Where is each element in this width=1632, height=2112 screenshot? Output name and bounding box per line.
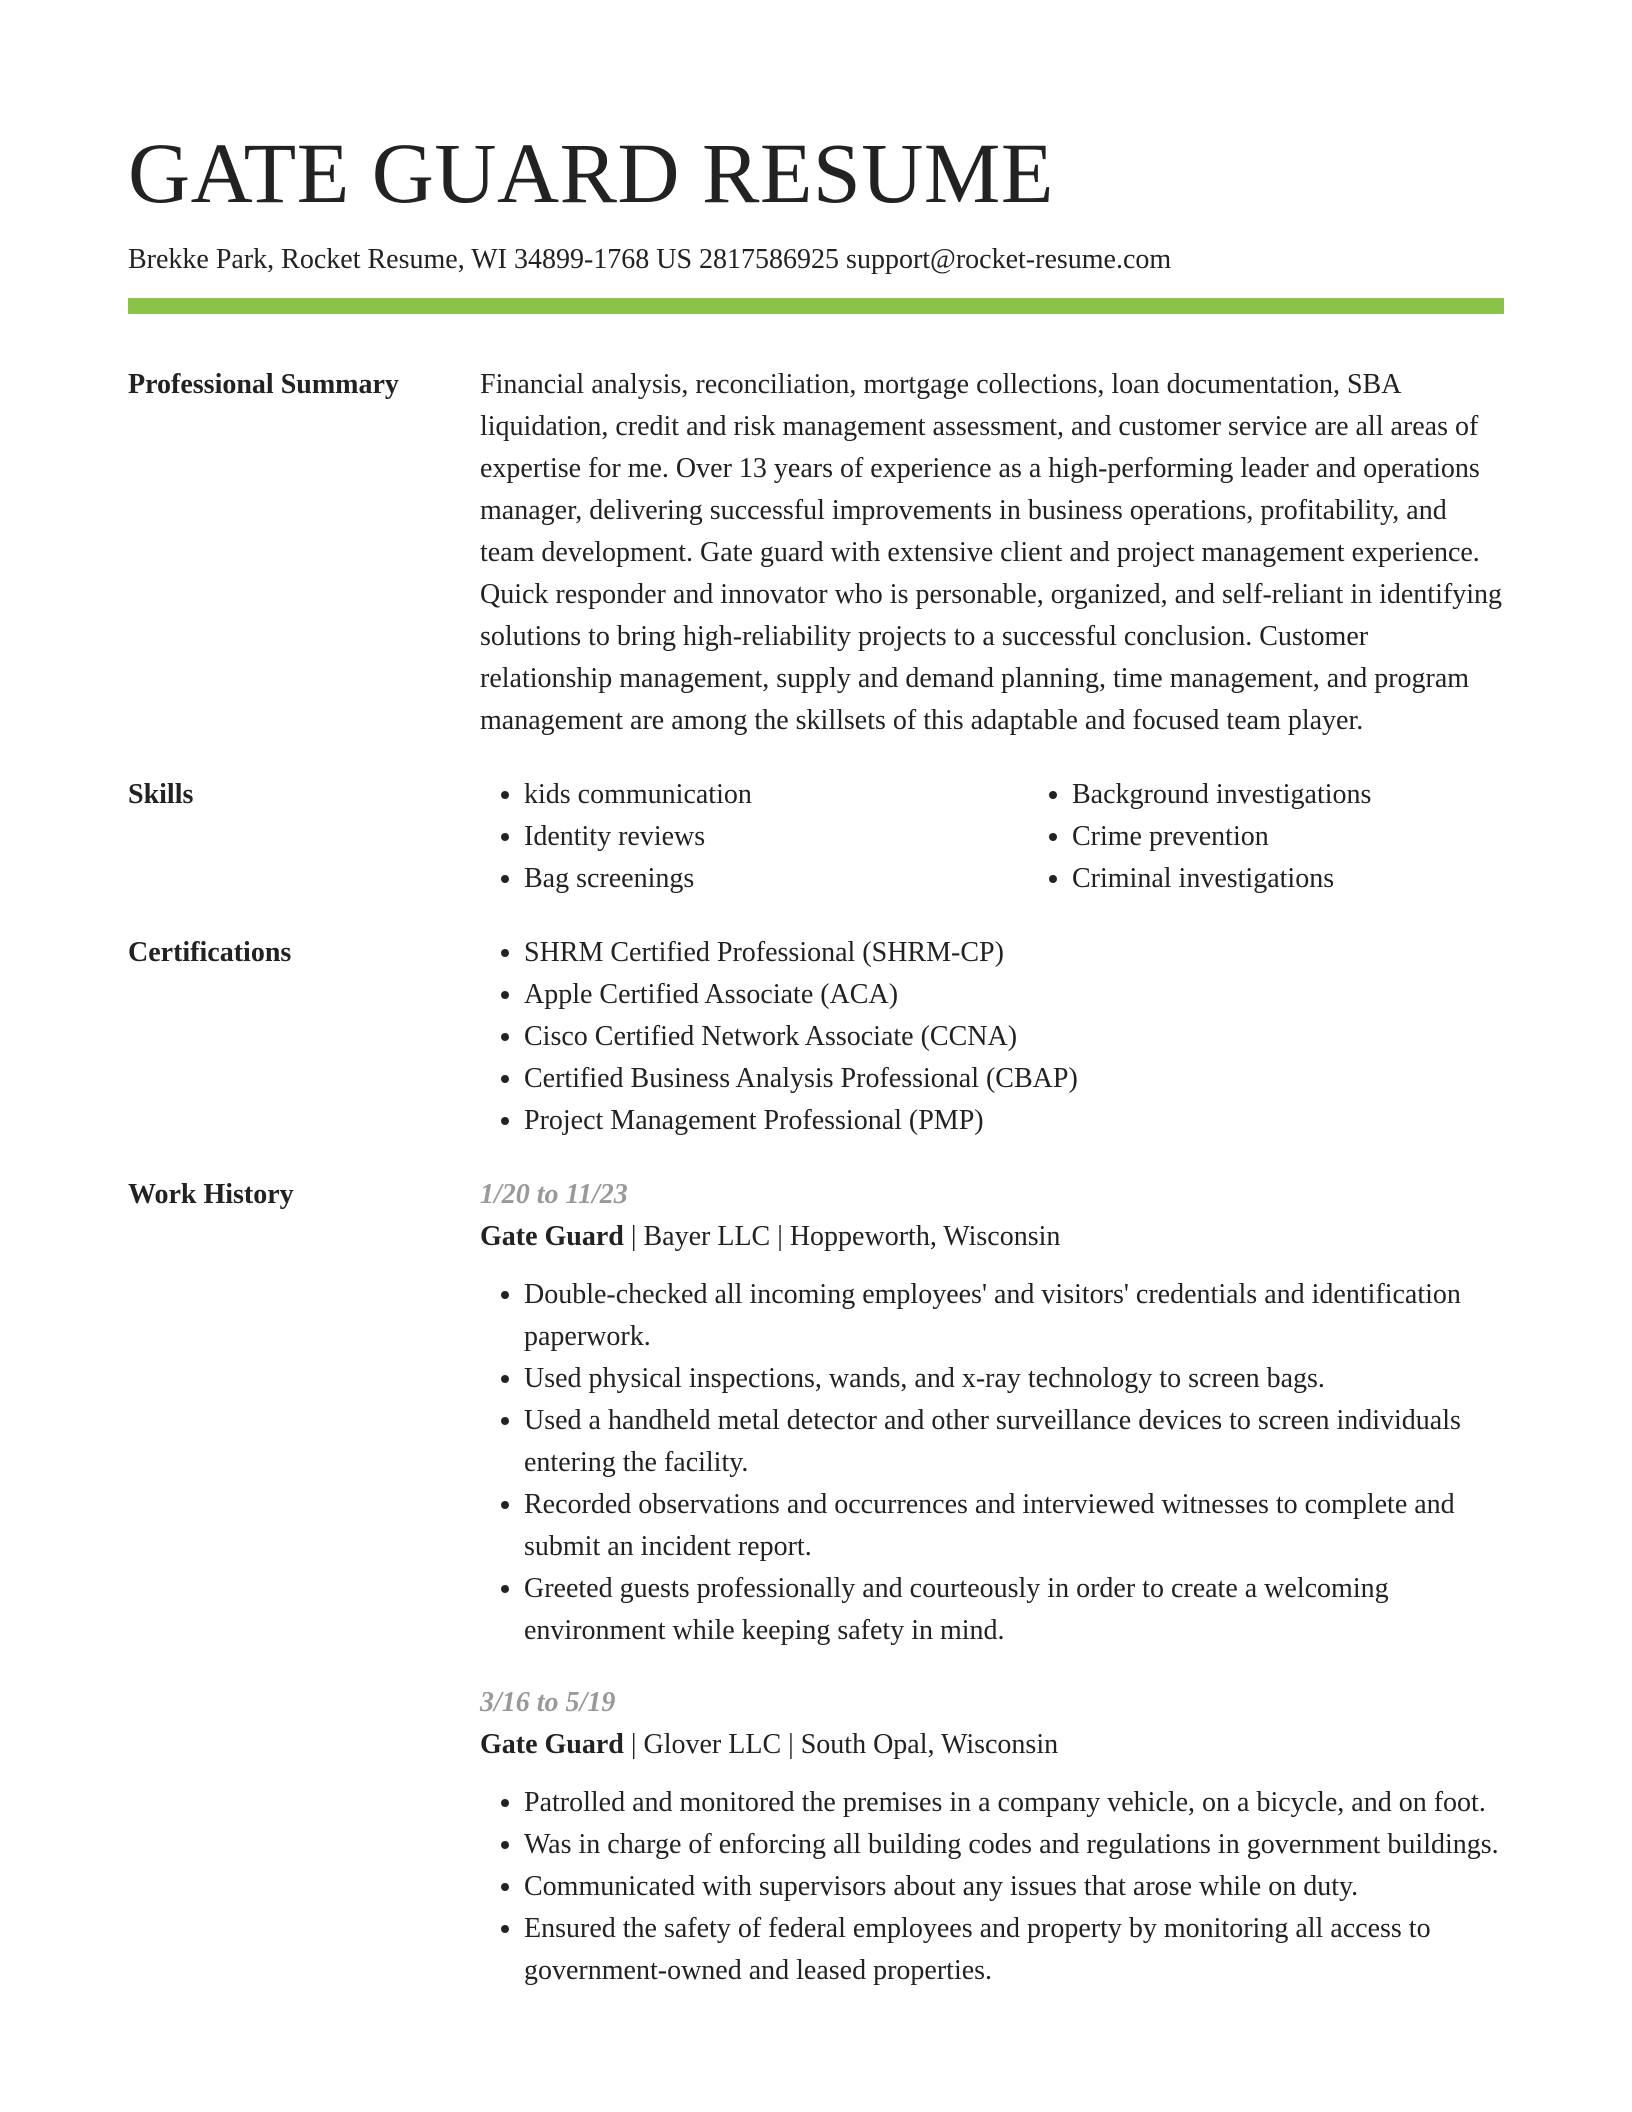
resume-title: GATE GUARD RESUME bbox=[128, 125, 1054, 221]
job-details: | Glover LLC | South Opal, Wisconsin bbox=[623, 1729, 1059, 1760]
section-label-certifications: Certifications bbox=[128, 937, 292, 968]
certification-item: • Project Management Professional (PMP) bbox=[524, 1100, 1504, 1142]
job-bullet: • Used physical inspections, wands, and x-ray technology to screen bags. bbox=[524, 1358, 1504, 1400]
job-bullet: • Communicated with supervisors about any issues that arose while on duty. bbox=[524, 1866, 1504, 1908]
job-bullets bbox=[480, 1274, 1504, 1652]
skills-section bbox=[128, 774, 1504, 900]
skill-item: • Crime prevention bbox=[1072, 816, 1576, 858]
job-bullet: • Was in charge of enforcing all building codes and regulations in government buildings. bbox=[524, 1824, 1504, 1866]
resume-page bbox=[128, 0, 1504, 1992]
job-dates: 3/16 to 5/19 bbox=[480, 1687, 616, 1718]
job-bullet: • Ensured the safety of federal employees and property by monitoring all access to government-owned and leased properties. bbox=[524, 1908, 1504, 1992]
job-title-line bbox=[480, 1216, 1504, 1258]
certification-item: • Certified Business Analysis Professional (CBAP) bbox=[524, 1058, 1504, 1100]
section-label-summary: Professional Summary bbox=[128, 369, 399, 400]
certification-item: • SHRM Certified Professional (SHRM-CP) bbox=[524, 932, 1504, 974]
job-title: Gate Guard bbox=[480, 1221, 624, 1252]
job-title: Gate Guard bbox=[480, 1729, 624, 1760]
accent-divider bbox=[128, 298, 1504, 314]
job-details: | Bayer LLC | Hoppeworth, Wisconsin bbox=[623, 1221, 1061, 1252]
job-bullet: • Greeted guests professionally and courteously in order to create a welcoming environment while keeping safety in mind. bbox=[524, 1568, 1504, 1652]
skill-item: • Criminal investigations bbox=[1072, 858, 1576, 900]
skill-item: • Identity reviews bbox=[524, 816, 1028, 858]
section-label-work-history: Work History bbox=[128, 1179, 294, 1210]
job-bullet: • Patrolled and monitored the premises in a company vehicle, on a bicycle, and on foot. bbox=[524, 1782, 1504, 1824]
job-bullet: • Recorded observations and occurrences and interviewed witnesses to complete and submit an incident report. bbox=[524, 1484, 1504, 1568]
contact-line: Brekke Park, Rocket Resume, WI 34899-1768 US 2817586925 support@rocket-resume.com bbox=[128, 244, 1172, 275]
job-entry bbox=[480, 1174, 1504, 1652]
skills-grid bbox=[480, 774, 1576, 900]
job-dates: 1/20 to 11/23 bbox=[480, 1179, 628, 1210]
job-entry bbox=[480, 1682, 1504, 1992]
skills-list-right bbox=[1028, 774, 1576, 900]
job-bullet: • Double-checked all incoming employees' and visitors' credentials and identification paperwork. bbox=[524, 1274, 1504, 1358]
certification-item: • Cisco Certified Network Associate (CCNA) bbox=[524, 1016, 1504, 1058]
summary-text: Financial analysis, reconciliation, mortgage collections, loan documentation, SBA liquidation, credit and risk management assessment, and customer service are all areas of expertise for me. Over 13 years of experience as a high-performing leader and operations manager, delivering successful improvements in business operations, profitability, and team development. Gate guard with extensive client and project management experience. Quick responder and innovator who is personable, organized, and self-reliant in identifying solutions to bring high-reliability projects to a successful conclusion. Customer relationship management, supply and demand planning, time management, and program management are among the skillsets of this adaptable and focused team player. bbox=[480, 369, 1502, 736]
summary-body bbox=[480, 364, 1504, 742]
skill-item: • Background investigations bbox=[1072, 774, 1576, 816]
certifications-section bbox=[128, 932, 1504, 1142]
job-bullet: • Used a handheld metal detector and other surveillance devices to screen individuals entering the facility. bbox=[524, 1400, 1504, 1484]
certifications-list bbox=[480, 932, 1504, 1142]
skill-item: • Bag screenings bbox=[524, 858, 1028, 900]
job-title-line bbox=[480, 1724, 1504, 1766]
skills-list-left bbox=[480, 774, 1028, 900]
section-label-skills: Skills bbox=[128, 779, 194, 810]
professional-summary-section bbox=[128, 364, 1504, 742]
certification-item: • Apple Certified Associate (ACA) bbox=[524, 974, 1504, 1016]
work-history-section bbox=[128, 1174, 1504, 1992]
certifications-body bbox=[480, 932, 1504, 1142]
work-history-body bbox=[480, 1174, 1504, 1992]
skill-item: • kids communication bbox=[524, 774, 1028, 816]
job-bullets bbox=[480, 1782, 1504, 1992]
